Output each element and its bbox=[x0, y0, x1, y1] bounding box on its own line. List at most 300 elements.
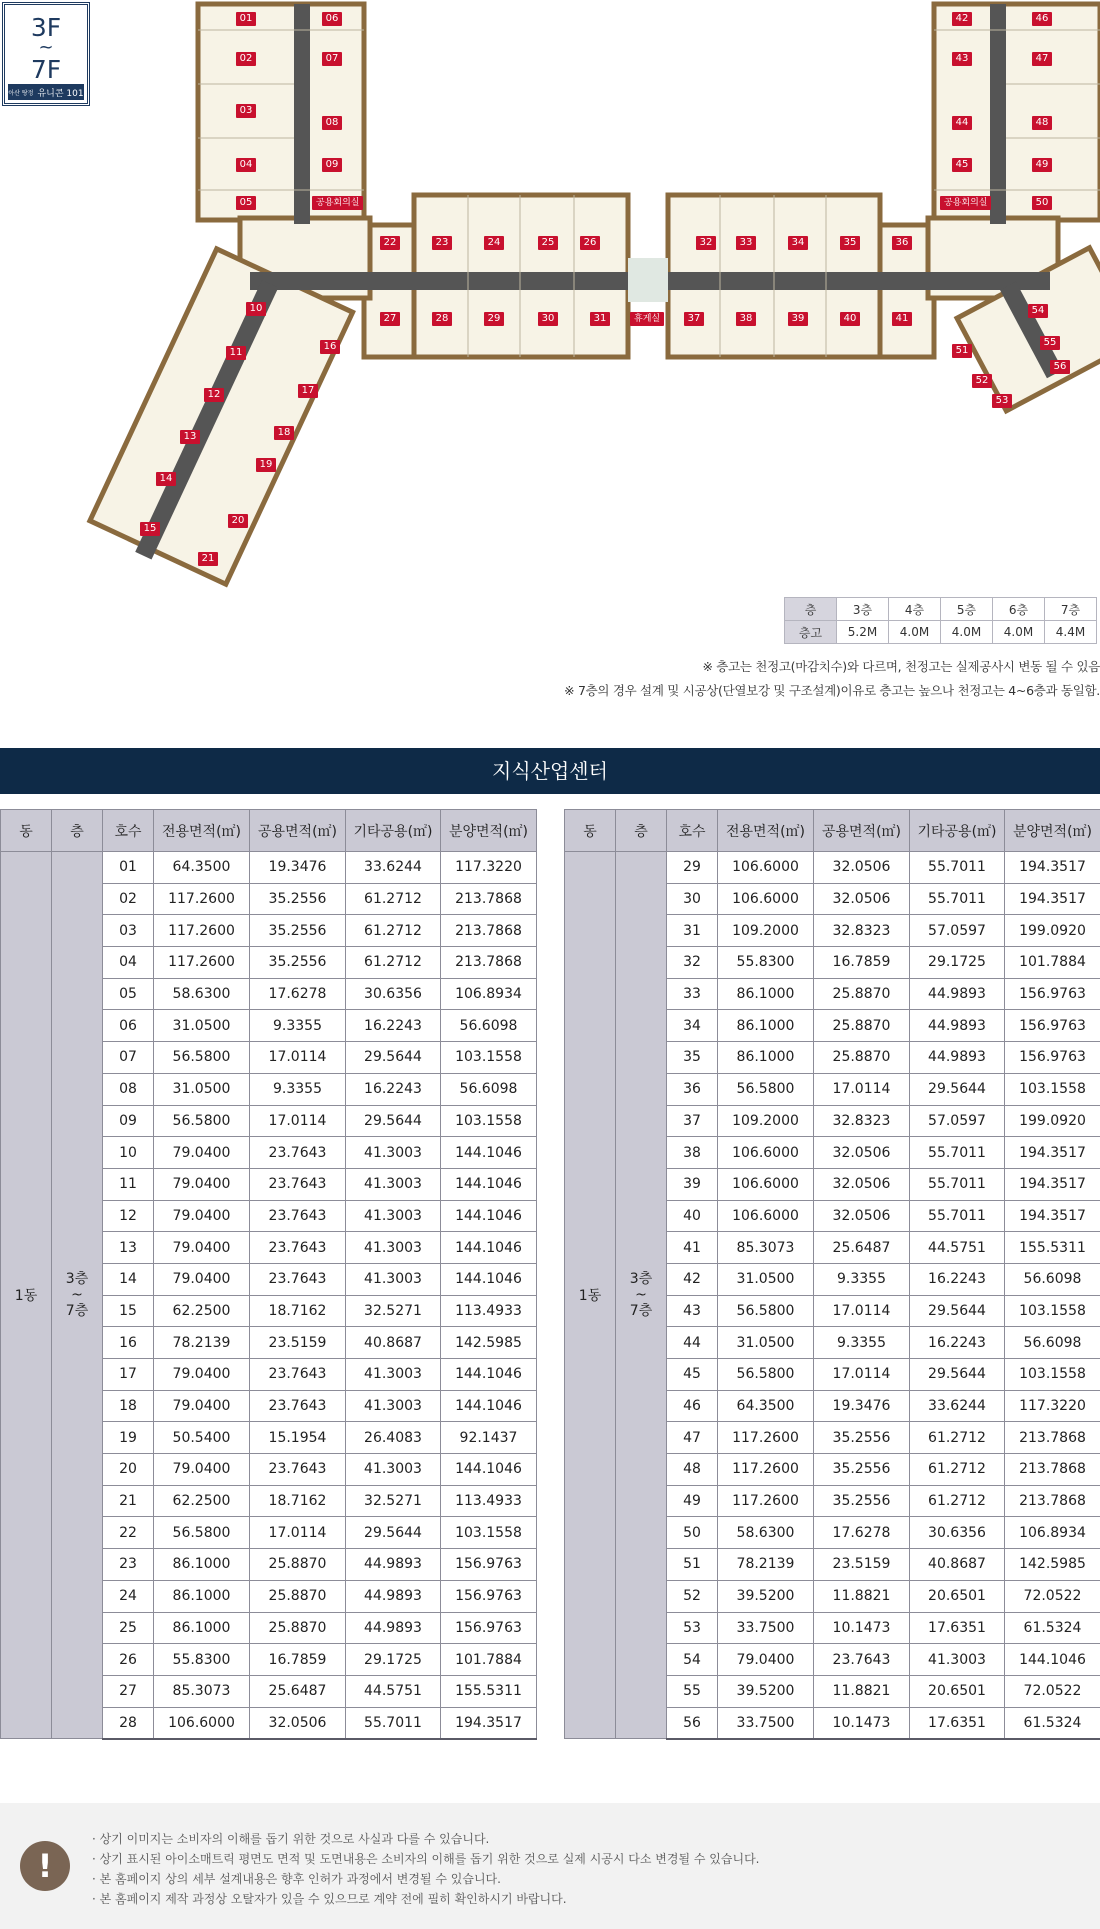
area-cell: 106.8934 bbox=[1005, 1517, 1100, 1549]
unit-tag: 25 bbox=[538, 236, 558, 250]
area-cell: 57.0597 bbox=[910, 1105, 1005, 1137]
area-cell: 56.6098 bbox=[1005, 1263, 1100, 1295]
area-cell: 106.6000 bbox=[718, 1168, 814, 1200]
area-cell: 144.1046 bbox=[441, 1263, 537, 1295]
area-cell: 19.3476 bbox=[814, 1390, 910, 1422]
height-cell: 4.4M bbox=[1045, 621, 1097, 644]
area-cell: 25.8870 bbox=[814, 1010, 910, 1042]
unit-number-cell: 53 bbox=[667, 1612, 718, 1644]
area-cell: 23.5159 bbox=[814, 1549, 910, 1581]
area-cell: 56.6098 bbox=[441, 1010, 537, 1042]
area-cell: 86.1000 bbox=[718, 978, 814, 1010]
area-cell: 9.3355 bbox=[814, 1327, 910, 1359]
column-header: 기타공용(㎡) bbox=[910, 810, 1005, 852]
unit-number-cell: 25 bbox=[103, 1612, 154, 1644]
area-cell: 33.6244 bbox=[910, 1390, 1005, 1422]
area-cell: 92.1437 bbox=[441, 1422, 537, 1454]
height-cell: 4.0M bbox=[993, 621, 1045, 644]
area-cell: 117.2600 bbox=[154, 947, 250, 979]
height-cell: 4.0M bbox=[889, 621, 941, 644]
dong-cell: 1동 bbox=[565, 852, 616, 1739]
area-cell: 86.1000 bbox=[154, 1580, 250, 1612]
area-cell: 23.7643 bbox=[250, 1232, 346, 1264]
unit-tag: 41 bbox=[892, 312, 912, 326]
area-cell: 106.6000 bbox=[718, 852, 814, 884]
area-cell: 16.2243 bbox=[346, 1073, 441, 1105]
dong-cell: 1동 bbox=[1, 852, 52, 1739]
unit-number-cell: 54 bbox=[667, 1644, 718, 1676]
area-cell: 25.8870 bbox=[250, 1549, 346, 1581]
unit-number-cell: 51 bbox=[667, 1549, 718, 1581]
area-cell: 9.3355 bbox=[250, 1010, 346, 1042]
area-cell: 55.7011 bbox=[910, 852, 1005, 884]
area-cell: 117.2600 bbox=[718, 1422, 814, 1454]
area-cell: 29.1725 bbox=[346, 1644, 441, 1676]
area-cell: 103.1558 bbox=[1005, 1073, 1100, 1105]
unit-number-cell: 32 bbox=[667, 947, 718, 979]
area-cell: 61.2712 bbox=[346, 915, 441, 947]
unit-tag: 43 bbox=[952, 52, 972, 66]
area-cell: 155.5311 bbox=[1005, 1232, 1100, 1264]
unit-number-cell: 43 bbox=[667, 1295, 718, 1327]
height-cell: 5층 bbox=[941, 598, 993, 621]
area-cell: 55.7011 bbox=[910, 1137, 1005, 1169]
area-cell: 23.5159 bbox=[250, 1327, 346, 1359]
unit-number-cell: 05 bbox=[103, 978, 154, 1010]
unit-tag: 14 bbox=[156, 472, 176, 486]
area-cell: 144.1046 bbox=[441, 1200, 537, 1232]
unit-tag: 20 bbox=[228, 514, 248, 528]
area-cell: 41.3003 bbox=[346, 1390, 441, 1422]
unit-tag: 30 bbox=[538, 312, 558, 326]
column-header: 공용면적(㎡) bbox=[250, 810, 346, 852]
floor-badge bbox=[2, 2, 90, 106]
unit-tag: 42 bbox=[952, 12, 972, 26]
floor-from: 3F bbox=[30, 13, 62, 42]
unit-number-cell: 13 bbox=[103, 1232, 154, 1264]
area-cell: 41.3003 bbox=[346, 1168, 441, 1200]
area-cell: 16.2243 bbox=[346, 1010, 441, 1042]
area-cell: 86.1000 bbox=[718, 1010, 814, 1042]
area-cell: 31.0500 bbox=[154, 1073, 250, 1105]
unit-tag: 46 bbox=[1032, 12, 1052, 26]
area-cell: 32.5271 bbox=[346, 1295, 441, 1327]
unit-number-cell: 33 bbox=[667, 978, 718, 1010]
area-cell: 103.1558 bbox=[441, 1042, 537, 1074]
area-cell: 79.0400 bbox=[154, 1359, 250, 1391]
unit-tag: 08 bbox=[322, 116, 342, 130]
unit-number-cell: 52 bbox=[667, 1580, 718, 1612]
brand-small: 아산 탕정 bbox=[8, 89, 34, 97]
area-cell: 213.7868 bbox=[441, 915, 537, 947]
area-cell: 55.7011 bbox=[910, 883, 1005, 915]
disclaimer-line: · 본 홈페이지 제작 과정상 오탈자가 있을 수 있으므로 계약 전에 필히 확인하시기 바랍니다. bbox=[92, 1892, 567, 1906]
area-cell: 25.6487 bbox=[814, 1232, 910, 1264]
area-cell: 156.9763 bbox=[1005, 1042, 1100, 1074]
unit-number-cell: 17 bbox=[103, 1359, 154, 1391]
unit-number-cell: 22 bbox=[103, 1517, 154, 1549]
floor-range-text: 7층 bbox=[65, 1303, 89, 1320]
unit-number-cell: 40 bbox=[667, 1200, 718, 1232]
area-cell: 103.1558 bbox=[441, 1105, 537, 1137]
floor-range-cell bbox=[52, 852, 103, 1739]
unit-tag: 10 bbox=[246, 302, 266, 316]
area-cell: 41.3003 bbox=[346, 1359, 441, 1391]
unit-number-cell: 55 bbox=[667, 1675, 718, 1707]
area-cell: 194.3517 bbox=[441, 1707, 537, 1739]
unit-tag: 37 bbox=[684, 312, 704, 326]
area-cell: 194.3517 bbox=[1005, 883, 1100, 915]
area-cell: 19.3476 bbox=[250, 852, 346, 884]
unit-tag: 44 bbox=[952, 116, 972, 130]
height-cell: 5.2M bbox=[837, 621, 889, 644]
unit-number-cell: 31 bbox=[667, 915, 718, 947]
unit-tag: 31 bbox=[590, 312, 610, 326]
unit-tag: 48 bbox=[1032, 116, 1052, 130]
area-cell: 9.3355 bbox=[250, 1073, 346, 1105]
area-cell: 117.2600 bbox=[154, 915, 250, 947]
area-cell: 56.5800 bbox=[718, 1359, 814, 1391]
area-cell: 40.8687 bbox=[346, 1327, 441, 1359]
unit-tag: 17 bbox=[298, 384, 318, 398]
floor-range-text: 3층 bbox=[629, 1271, 653, 1288]
area-cell: 17.6351 bbox=[910, 1612, 1005, 1644]
unit-tag: 40 bbox=[840, 312, 860, 326]
area-cell: 213.7868 bbox=[1005, 1485, 1100, 1517]
area-cell: 17.0114 bbox=[250, 1042, 346, 1074]
unit-number-cell: 12 bbox=[103, 1200, 154, 1232]
area-cell: 144.1046 bbox=[441, 1168, 537, 1200]
area-cell: 17.0114 bbox=[814, 1073, 910, 1105]
column-header: 공용면적(㎡) bbox=[814, 810, 910, 852]
unit-number-cell: 48 bbox=[667, 1454, 718, 1486]
unit-tag: 51 bbox=[952, 344, 972, 358]
area-cell: 39.5200 bbox=[718, 1580, 814, 1612]
area-cell: 78.2139 bbox=[154, 1327, 250, 1359]
unit-tag: 07 bbox=[322, 52, 342, 66]
area-cell: 29.1725 bbox=[910, 947, 1005, 979]
area-cell: 10.1473 bbox=[814, 1707, 910, 1739]
disclaimer-line: · 본 홈페이지 상의 세부 설계내용은 향후 인허가 과정에서 변경될 수 있습니다. bbox=[92, 1872, 501, 1886]
area-cell: 156.9763 bbox=[441, 1549, 537, 1581]
area-cell: 106.6000 bbox=[718, 1200, 814, 1232]
area-cell: 79.0400 bbox=[154, 1200, 250, 1232]
unit-tag: 24 bbox=[484, 236, 504, 250]
area-cell: 156.9763 bbox=[441, 1612, 537, 1644]
brand-strip bbox=[8, 84, 84, 100]
unit-number-cell: 30 bbox=[667, 883, 718, 915]
area-cell: 57.0597 bbox=[910, 915, 1005, 947]
floor-range-cell bbox=[616, 852, 667, 1739]
area-cell: 106.6000 bbox=[718, 883, 814, 915]
area-cell: 117.3220 bbox=[441, 852, 537, 884]
area-cell: 79.0400 bbox=[154, 1263, 250, 1295]
area-cell: 32.0506 bbox=[814, 1200, 910, 1232]
area-cell: 117.3220 bbox=[1005, 1390, 1100, 1422]
table-header-row bbox=[1, 810, 537, 852]
area-cell: 25.8870 bbox=[814, 978, 910, 1010]
area-cell: 155.5311 bbox=[441, 1675, 537, 1707]
area-cell: 142.5985 bbox=[1005, 1549, 1100, 1581]
unit-tag: 26 bbox=[580, 236, 600, 250]
area-cell: 23.7643 bbox=[814, 1644, 910, 1676]
area-cell: 23.7643 bbox=[250, 1359, 346, 1391]
unit-number-cell: 19 bbox=[103, 1422, 154, 1454]
area-cell: 25.8870 bbox=[250, 1580, 346, 1612]
area-cell: 79.0400 bbox=[154, 1137, 250, 1169]
unit-number-cell: 46 bbox=[667, 1390, 718, 1422]
area-cell: 31.0500 bbox=[718, 1327, 814, 1359]
floor-range-text: ~ bbox=[635, 1287, 647, 1304]
area-cell: 194.3517 bbox=[1005, 852, 1100, 884]
area-cell: 194.3517 bbox=[1005, 1137, 1100, 1169]
unit-number-cell: 04 bbox=[103, 947, 154, 979]
area-cell: 41.3003 bbox=[346, 1137, 441, 1169]
unit-number-cell: 14 bbox=[103, 1263, 154, 1295]
area-cell: 25.8870 bbox=[814, 1042, 910, 1074]
area-cell: 17.0114 bbox=[250, 1517, 346, 1549]
area-cell: 30.6356 bbox=[910, 1517, 1005, 1549]
unit-number-cell: 16 bbox=[103, 1327, 154, 1359]
area-cell: 44.9893 bbox=[346, 1580, 441, 1612]
area-cell: 64.3500 bbox=[718, 1390, 814, 1422]
area-cell: 25.6487 bbox=[250, 1675, 346, 1707]
area-cell: 33.7500 bbox=[718, 1707, 814, 1739]
area-cell: 61.5324 bbox=[1005, 1707, 1100, 1739]
unit-number-cell: 38 bbox=[667, 1137, 718, 1169]
area-cell: 56.5800 bbox=[718, 1073, 814, 1105]
area-cell: 29.5644 bbox=[346, 1517, 441, 1549]
unit-number-cell: 21 bbox=[103, 1485, 154, 1517]
area-cell: 86.1000 bbox=[154, 1549, 250, 1581]
area-cell: 32.0506 bbox=[814, 852, 910, 884]
area-cell: 103.1558 bbox=[441, 1517, 537, 1549]
area-cell: 35.2556 bbox=[814, 1454, 910, 1486]
area-cell: 86.1000 bbox=[718, 1042, 814, 1074]
unit-number-cell: 01 bbox=[103, 852, 154, 884]
floor-to: 7F bbox=[30, 55, 62, 84]
area-cell: 113.4933 bbox=[441, 1295, 537, 1327]
area-cell: 109.2000 bbox=[718, 915, 814, 947]
unit-number-cell: 36 bbox=[667, 1073, 718, 1105]
area-cell: 17.0114 bbox=[814, 1359, 910, 1391]
area-cell: 23.7643 bbox=[250, 1200, 346, 1232]
area-cell: 144.1046 bbox=[441, 1454, 537, 1486]
area-cell: 213.7868 bbox=[1005, 1454, 1100, 1486]
floor-range-text: ~ bbox=[71, 1287, 83, 1304]
unit-number-cell: 10 bbox=[103, 1137, 154, 1169]
unit-number-cell: 49 bbox=[667, 1485, 718, 1517]
disclaimer-footer bbox=[0, 1803, 1100, 1929]
area-cell: 79.0400 bbox=[154, 1454, 250, 1486]
height-cell: 4층 bbox=[889, 598, 941, 621]
unit-tag: 28 bbox=[432, 312, 452, 326]
area-cell: 79.0400 bbox=[154, 1390, 250, 1422]
area-cell: 44.5751 bbox=[910, 1232, 1005, 1264]
unit-number-cell: 27 bbox=[103, 1675, 154, 1707]
unit-tag: 33 bbox=[736, 236, 756, 250]
height-note: ※ 층고는 천정고(마감치수)와 다르며, 천정고는 실제공사시 변동 될 수 있음 bbox=[702, 659, 1100, 674]
area-cell: 16.2243 bbox=[910, 1263, 1005, 1295]
unit-tag: 06 bbox=[322, 12, 342, 26]
unit-number-cell: 02 bbox=[103, 883, 154, 915]
area-cell: 109.2000 bbox=[718, 1105, 814, 1137]
unit-tag: 39 bbox=[788, 312, 808, 326]
unit-tag: 16 bbox=[320, 340, 340, 354]
area-cell: 156.9763 bbox=[441, 1580, 537, 1612]
area-cell: 156.9763 bbox=[1005, 1010, 1100, 1042]
height-note: ※ 7층의 경우 설계 및 시공상(단열보강 및 구조설계)이유로 층고는 높으나 천정고는 4~6층과 동일함. bbox=[564, 683, 1100, 698]
area-cell: 18.7162 bbox=[250, 1485, 346, 1517]
unit-number-cell: 35 bbox=[667, 1042, 718, 1074]
unit-number-cell: 20 bbox=[103, 1454, 154, 1486]
unit-tag: 05 bbox=[236, 196, 256, 210]
unit-tag: 18 bbox=[274, 426, 294, 440]
column-header: 층 bbox=[616, 810, 667, 852]
disclaimer-line: · 상기 이미지는 소비자의 이해를 돕기 위한 것으로 사실과 다를 수 있습니다. bbox=[92, 1832, 490, 1846]
area-cell: 41.3003 bbox=[346, 1263, 441, 1295]
area-cell: 142.5985 bbox=[441, 1327, 537, 1359]
area-cell: 213.7868 bbox=[441, 947, 537, 979]
unit-number-cell: 45 bbox=[667, 1359, 718, 1391]
area-cell: 156.9763 bbox=[1005, 978, 1100, 1010]
exclamation-icon: ! bbox=[20, 1841, 70, 1891]
area-cell: 17.0114 bbox=[814, 1295, 910, 1327]
unit-number-cell: 07 bbox=[103, 1042, 154, 1074]
area-cell: 16.2243 bbox=[910, 1327, 1005, 1359]
table-row bbox=[565, 852, 1100, 884]
area-cell: 17.6278 bbox=[250, 978, 346, 1010]
area-cell: 16.7859 bbox=[814, 947, 910, 979]
area-cell: 79.0400 bbox=[718, 1644, 814, 1676]
unit-tag: 01 bbox=[236, 12, 256, 26]
area-cell: 55.8300 bbox=[718, 947, 814, 979]
area-cell: 56.5800 bbox=[154, 1517, 250, 1549]
area-cell: 213.7868 bbox=[1005, 1422, 1100, 1454]
area-cell: 194.3517 bbox=[1005, 1200, 1100, 1232]
height-cell: 7층 bbox=[1045, 598, 1097, 621]
area-cell: 32.0506 bbox=[250, 1707, 346, 1739]
area-cell: 72.0522 bbox=[1005, 1580, 1100, 1612]
height-table-row bbox=[785, 598, 1097, 621]
floor-range-text: 3층 bbox=[65, 1271, 89, 1288]
area-cell: 32.0506 bbox=[814, 883, 910, 915]
area-cell: 55.7011 bbox=[910, 1200, 1005, 1232]
column-header: 분양면적(㎡) bbox=[1005, 810, 1100, 852]
unit-tag: 22 bbox=[380, 236, 400, 250]
area-cell: 61.2712 bbox=[346, 947, 441, 979]
area-cell: 41.3003 bbox=[346, 1200, 441, 1232]
area-cell: 10.1473 bbox=[814, 1612, 910, 1644]
unit-tag: 35 bbox=[840, 236, 860, 250]
disclaimer-line: · 상기 표시된 아이소매트릭 평면도 면적 및 도면내용은 소비자의 이해를 돕기 위한 것으로 실제 시공시 다소 변경될 수 있습니다. bbox=[92, 1852, 760, 1866]
section-title: 지식산업센터 bbox=[0, 748, 1100, 794]
area-cell: 144.1046 bbox=[441, 1232, 537, 1264]
area-cell: 78.2139 bbox=[718, 1549, 814, 1581]
area-cell: 61.2712 bbox=[346, 883, 441, 915]
area-cell: 41.3003 bbox=[910, 1644, 1005, 1676]
unit-number-cell: 39 bbox=[667, 1168, 718, 1200]
unit-tag: 54 bbox=[1028, 304, 1048, 318]
unit-tag: 36 bbox=[892, 236, 912, 250]
unit-tag: 50 bbox=[1032, 196, 1052, 210]
area-cell: 62.2500 bbox=[154, 1295, 250, 1327]
table-row bbox=[1, 852, 537, 884]
floor-height-table bbox=[784, 597, 1097, 644]
unit-tag: 02 bbox=[236, 52, 256, 66]
column-header: 분양면적(㎡) bbox=[441, 810, 537, 852]
area-cell: 16.7859 bbox=[250, 1644, 346, 1676]
unit-number-cell: 50 bbox=[667, 1517, 718, 1549]
unit-number-cell: 29 bbox=[667, 852, 718, 884]
area-cell: 85.3073 bbox=[154, 1675, 250, 1707]
area-cell: 18.7162 bbox=[250, 1295, 346, 1327]
area-cell: 199.0920 bbox=[1005, 915, 1100, 947]
area-cell: 62.2500 bbox=[154, 1485, 250, 1517]
floor-plan-drawing bbox=[0, 0, 1100, 610]
area-cell: 31.0500 bbox=[154, 1010, 250, 1042]
unit-tag: 03 bbox=[236, 104, 256, 118]
unit-tag: 55 bbox=[1040, 336, 1060, 350]
area-cell: 101.7884 bbox=[1005, 947, 1100, 979]
area-cell: 103.1558 bbox=[1005, 1359, 1100, 1391]
unit-tag: 38 bbox=[736, 312, 756, 326]
unit-number-cell: 03 bbox=[103, 915, 154, 947]
floor-tilde: ~ bbox=[38, 37, 54, 58]
unit-tag: 13 bbox=[180, 430, 200, 444]
area-cell: 64.3500 bbox=[154, 852, 250, 884]
area-cell: 29.5644 bbox=[910, 1295, 1005, 1327]
unit-number-cell: 42 bbox=[667, 1263, 718, 1295]
unit-number-cell: 08 bbox=[103, 1073, 154, 1105]
area-table-right bbox=[564, 809, 1100, 1740]
unit-tag: 12 bbox=[204, 388, 224, 402]
area-cell: 17.0114 bbox=[250, 1105, 346, 1137]
column-header: 전용면적(㎡) bbox=[154, 810, 250, 852]
unit-number-cell: 26 bbox=[103, 1644, 154, 1676]
area-cell: 11.8821 bbox=[814, 1675, 910, 1707]
area-cell: 23.7643 bbox=[250, 1390, 346, 1422]
area-cell: 29.5644 bbox=[346, 1042, 441, 1074]
column-header: 전용면적(㎡) bbox=[718, 810, 814, 852]
area-cell: 106.6000 bbox=[154, 1707, 250, 1739]
unit-tag: 21 bbox=[198, 552, 218, 566]
area-cell: 61.2712 bbox=[910, 1422, 1005, 1454]
meeting-room-tag: 공용회의실 bbox=[312, 196, 363, 210]
area-cell: 39.5200 bbox=[718, 1675, 814, 1707]
unit-tag: 19 bbox=[256, 458, 276, 472]
column-header: 동 bbox=[565, 810, 616, 852]
table-header-row bbox=[565, 810, 1100, 852]
area-cell: 20.6501 bbox=[910, 1675, 1005, 1707]
unit-tag: 15 bbox=[140, 522, 160, 536]
unit-tag: 47 bbox=[1032, 52, 1052, 66]
area-cell: 17.6278 bbox=[814, 1517, 910, 1549]
unit-tag: 27 bbox=[380, 312, 400, 326]
unit-tag: 56 bbox=[1050, 360, 1070, 374]
unit-number-cell: 24 bbox=[103, 1580, 154, 1612]
area-cell: 9.3355 bbox=[814, 1263, 910, 1295]
area-cell: 56.6098 bbox=[441, 1073, 537, 1105]
area-cell: 58.6300 bbox=[154, 978, 250, 1010]
area-cell: 113.4933 bbox=[441, 1485, 537, 1517]
area-cell: 44.5751 bbox=[346, 1675, 441, 1707]
area-table-left bbox=[0, 809, 537, 1740]
unit-tag: 45 bbox=[952, 158, 972, 172]
area-cell: 86.1000 bbox=[154, 1612, 250, 1644]
area-cell: 11.8821 bbox=[814, 1580, 910, 1612]
area-cell: 61.2712 bbox=[910, 1454, 1005, 1486]
